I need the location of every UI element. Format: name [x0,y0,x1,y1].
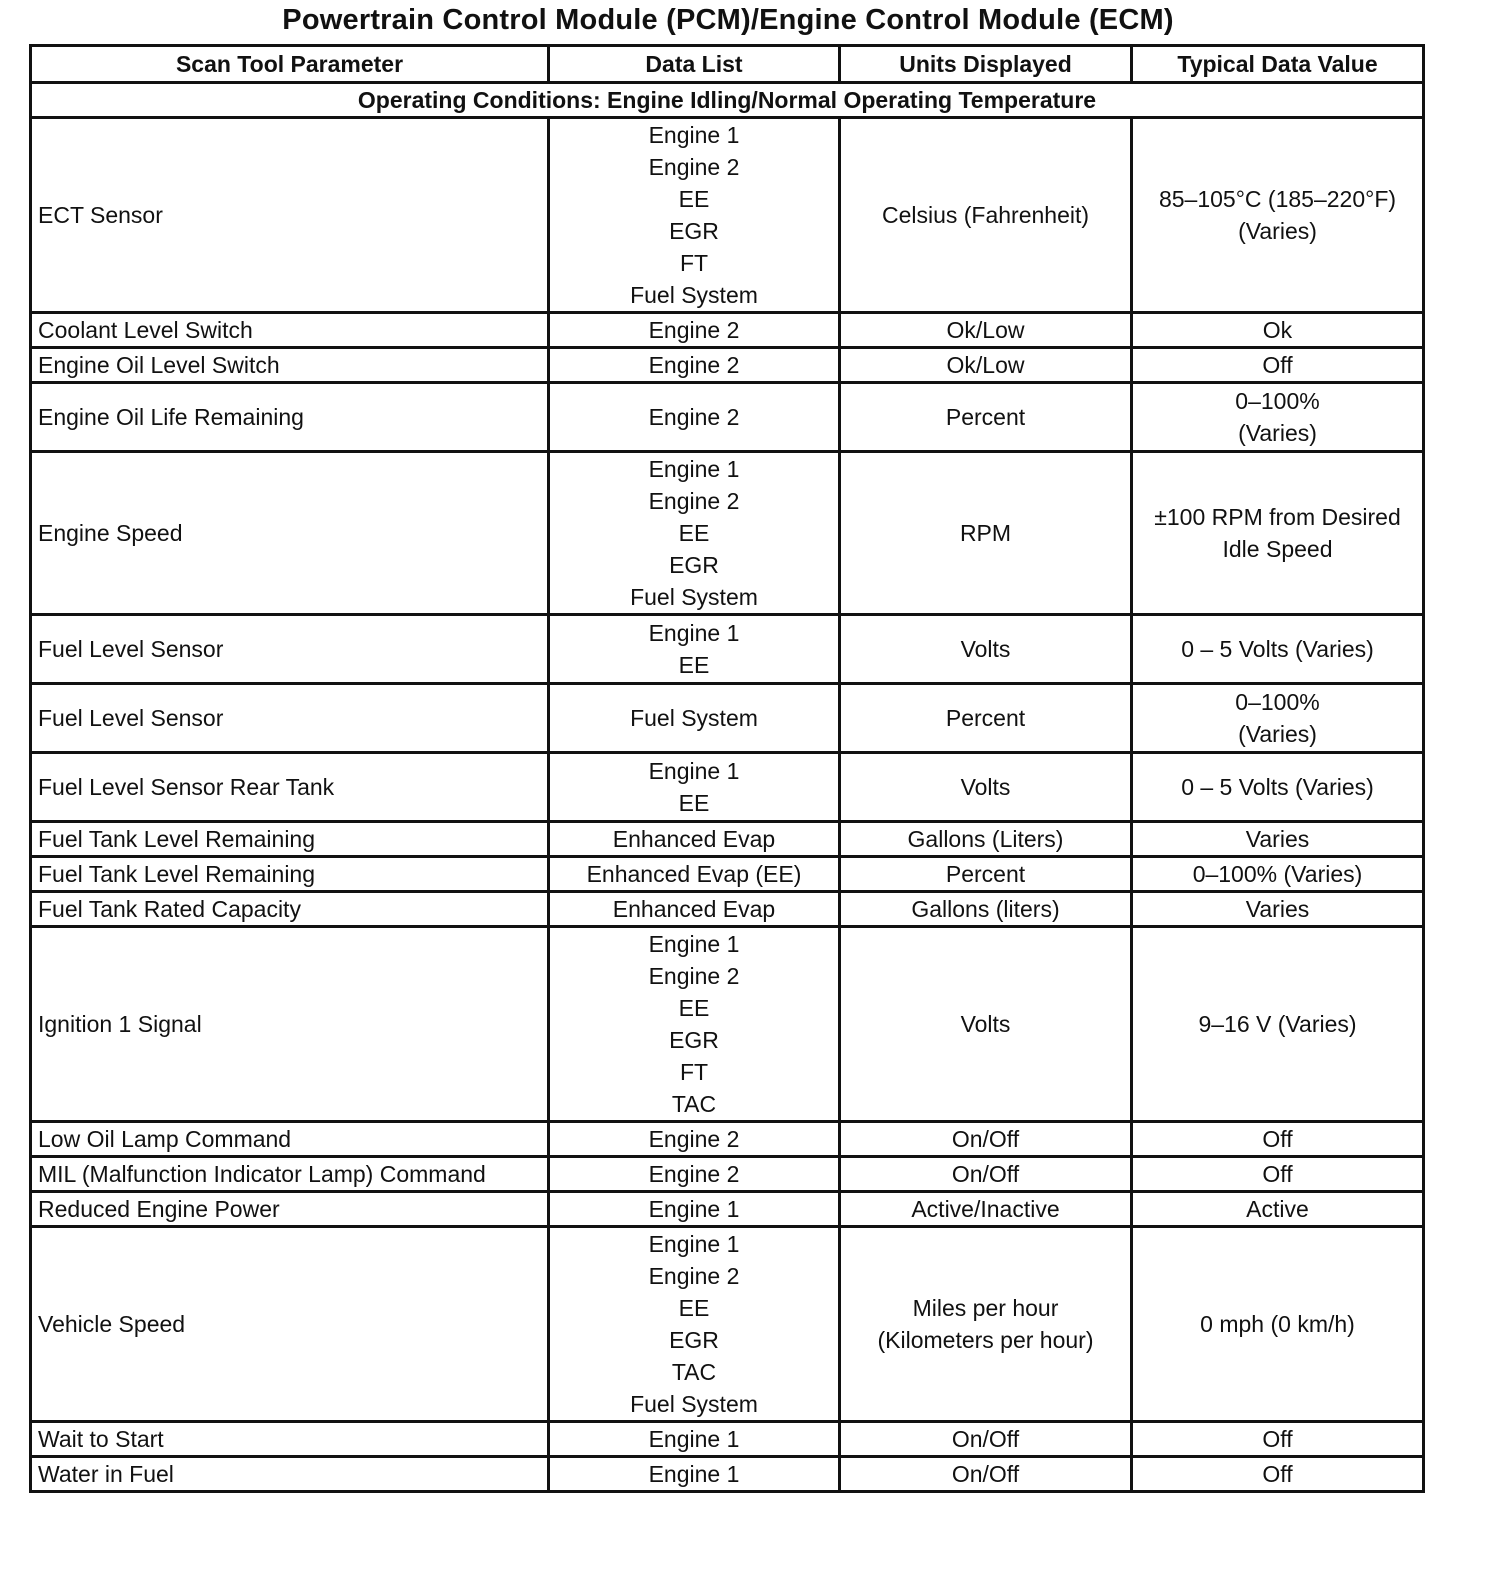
data-list-entry: Enhanced Evap (EE) [586,861,802,887]
parameter-cell: Fuel Level Sensor Rear Tank [31,753,549,822]
data-list-entry: EE [678,995,710,1021]
typical-value-line: Off [1262,1426,1293,1452]
typical-value-cell [1132,1457,1424,1492]
units-line: Percent [945,404,1026,430]
parameter-cell: Fuel Tank Level Remaining [31,857,549,892]
typical-value-line: 0–100% [1235,689,1320,715]
data-list-entry: Fuel System [630,584,758,610]
parameter-cell: ECT Sensor [31,118,549,313]
table-row [31,1157,1424,1192]
data-list-entry: TAC [671,1091,717,1117]
column-header-data-list: Data List [549,46,840,83]
typical-value-line: Off [1262,352,1293,378]
data-list-cell [549,684,840,753]
typical-value-line: Varies [1245,826,1310,852]
units-cell [840,927,1132,1122]
table-row [31,1422,1424,1457]
units-cell [840,1157,1132,1192]
data-list-cell [549,1157,840,1192]
typical-value-line: Off [1262,1161,1293,1187]
units-cell [840,857,1132,892]
units-cell [840,383,1132,452]
data-list-entry: EE [678,520,710,546]
typical-value-cell [1132,118,1424,313]
data-list-cell [549,348,840,383]
typical-value-line: ±100 RPM from Desired [1154,504,1401,530]
parameter-cell: Engine Oil Life Remaining [31,383,549,452]
data-list-entry: Engine 1 [648,1196,740,1222]
typical-value-cell [1132,1422,1424,1457]
data-list-cell [549,452,840,615]
column-header-parameter: Scan Tool Parameter [31,46,549,83]
units-line: On/Off [951,1126,1020,1152]
typical-value-line: 85–105°C (185–220°F) [1158,186,1397,212]
data-list-entry: Engine 2 [648,317,740,343]
data-list-cell [549,927,840,1122]
units-cell [840,822,1132,857]
typical-value-line: (Varies) [1238,218,1317,244]
units-line: Volts [960,1011,1011,1037]
units-cell [840,1422,1132,1457]
units-line: Celsius (Fahrenheit) [881,202,1090,228]
typical-value-line: Off [1262,1461,1293,1487]
table-row [31,383,1424,452]
data-list-entry: Engine 1 [648,620,740,646]
typical-value-line: Ok [1262,317,1293,343]
data-list-entry: Enhanced Evap [612,826,776,852]
data-list-entry: Enhanced Evap [612,896,776,922]
data-list-entry: Engine 1 [648,1231,740,1257]
data-list-entry: Engine 1 [648,1426,740,1452]
typical-value-cell [1132,753,1424,822]
units-line: On/Off [951,1461,1020,1487]
data-list-entry: Engine 2 [648,404,740,430]
typical-value-line: Off [1262,1126,1293,1152]
data-list-cell [549,313,840,348]
units-cell [840,684,1132,753]
data-list-entry: FT [679,250,709,276]
parameter-cell: Engine Speed [31,452,549,615]
typical-value-line: 0 – 5 Volts (Varies) [1181,636,1374,662]
table-row [31,1192,1424,1227]
parameter-cell: Engine Oil Level Switch [31,348,549,383]
table-row [31,615,1424,684]
units-cell [840,1192,1132,1227]
units-cell [840,452,1132,615]
units-line: Active/Inactive [911,1196,1060,1222]
units-line: Gallons (liters) [911,896,1060,922]
table-row [31,452,1424,615]
data-list-entry: EGR [669,1327,719,1353]
parameter-cell: Fuel Level Sensor [31,615,549,684]
units-line: Gallons (Liters) [907,826,1064,852]
typical-value-line: 9–16 V (Varies) [1198,1011,1357,1037]
parameter-cell: Fuel Tank Level Remaining [31,822,549,857]
data-list-cell [549,1422,840,1457]
data-list-cell [549,1192,840,1227]
data-list-cell [549,1122,840,1157]
operating-conditions-row [31,83,1424,118]
typical-value-cell [1132,1192,1424,1227]
table-row [31,822,1424,857]
typical-value-cell [1132,615,1424,684]
units-cell [840,313,1132,348]
data-list-entry: EE [678,1295,710,1321]
units-line: Ok/Low [946,352,1025,378]
units-cell [840,615,1132,684]
data-list-entry: Engine 2 [648,1126,740,1152]
units-line: On/Off [951,1426,1020,1452]
units-cell [840,1457,1132,1492]
typical-value-cell [1132,1122,1424,1157]
data-list-cell [549,822,840,857]
header-row [31,46,1424,83]
parameter-cell: MIL (Malfunction Indicator Lamp) Command [31,1157,549,1192]
typical-value-cell [1132,684,1424,753]
table-row [31,684,1424,753]
typical-value-cell [1132,452,1424,615]
parameter-cell: Fuel Tank Rated Capacity [31,892,549,927]
parameter-cell: Fuel Level Sensor [31,684,549,753]
data-list-entry: Engine 2 [648,352,740,378]
data-list-entry: Fuel System [630,705,758,731]
typical-value-cell [1132,857,1424,892]
data-list-entry: EGR [669,552,719,578]
data-list-cell [549,892,840,927]
data-list-entry: FT [679,1059,709,1085]
data-list-entry: Engine 1 [648,456,740,482]
table-row [31,313,1424,348]
table-row [31,118,1424,313]
typical-value-line: 0 mph (0 km/h) [1200,1311,1355,1337]
typical-value-cell [1132,1157,1424,1192]
column-header-typical-value: Typical Data Value [1132,46,1424,83]
typical-value-line: 0–100% (Varies) [1192,861,1363,887]
units-cell [840,1227,1132,1422]
parameter-cell: Coolant Level Switch [31,313,549,348]
parameter-cell: Vehicle Speed [31,1227,549,1422]
parameter-cell: Low Oil Lamp Command [31,1122,549,1157]
table-row [31,753,1424,822]
data-list-cell [549,383,840,452]
data-list-cell [549,615,840,684]
typical-value-line: (Varies) [1238,420,1317,446]
units-line: RPM [959,520,1012,546]
table-row [31,1227,1424,1422]
typical-value-cell [1132,822,1424,857]
units-line: Volts [960,636,1011,662]
data-list-entry: Engine 2 [648,154,740,180]
units-line: Ok/Low [946,317,1025,343]
typical-value-cell [1132,348,1424,383]
data-list-entry: Fuel System [630,1391,758,1417]
typical-value-cell [1132,1227,1424,1422]
typical-value-line: Varies [1245,896,1310,922]
units-cell [840,892,1132,927]
units-line: (Kilometers per hour) [877,1327,1094,1353]
data-list-cell [549,118,840,313]
operating-conditions: Operating Conditions: Engine Idling/Normal Operating Temperature [31,83,1424,118]
units-line: Percent [945,861,1026,887]
table-row [31,927,1424,1122]
units-cell [840,1122,1132,1157]
data-list-cell [549,1227,840,1422]
data-list-entry: TAC [671,1359,717,1385]
data-list-entry: EGR [669,218,719,244]
typical-value-line: (Varies) [1238,721,1317,747]
scan-tool-data-table [29,44,1425,1493]
typical-value-line: Active [1246,1196,1309,1222]
units-cell [840,753,1132,822]
page-title: Powertrain Control Module (PCM)/Engine Control Module (ECM) [282,4,1174,36]
data-list-entry: EGR [669,1027,719,1053]
units-line: Volts [960,774,1011,800]
typical-value-cell [1132,383,1424,452]
data-list-entry: Engine 2 [648,1161,740,1187]
data-list-entry: Engine 1 [648,931,740,957]
units-cell [840,348,1132,383]
parameter-cell: Ignition 1 Signal [31,927,549,1122]
data-list-entry: Engine 1 [648,122,740,148]
typical-value-line: Idle Speed [1222,536,1333,562]
data-list-entry: Engine 2 [648,488,740,514]
data-list-entry: EE [678,790,710,816]
column-header-units: Units Displayed [840,46,1132,83]
parameter-cell: Wait to Start [31,1422,549,1457]
parameter-cell: Water in Fuel [31,1457,549,1492]
table-row [31,1122,1424,1157]
data-list-entry: Engine 2 [648,1263,740,1289]
data-list-entry: EE [678,652,710,678]
typical-value-cell [1132,892,1424,927]
data-list-cell [549,857,840,892]
table-row [31,348,1424,383]
data-list-entry: Engine 2 [648,963,740,989]
typical-value-cell [1132,927,1424,1122]
units-cell [840,118,1132,313]
typical-value-line: 0 – 5 Volts (Varies) [1181,774,1374,800]
typical-value-cell [1132,313,1424,348]
data-list-cell [549,1457,840,1492]
data-list-entry: EE [678,186,710,212]
data-list-entry: Engine 1 [648,1461,740,1487]
table-row [31,1457,1424,1492]
table-row [31,857,1424,892]
units-line: Percent [945,705,1026,731]
table-row [31,892,1424,927]
units-line: Miles per hour [912,1295,1059,1321]
parameter-cell: Reduced Engine Power [31,1192,549,1227]
typical-value-line: 0–100% [1235,388,1320,414]
units-line: On/Off [951,1161,1020,1187]
data-list-entry: Engine 1 [648,758,740,784]
data-list-cell [549,753,840,822]
data-list-entry: Fuel System [630,282,758,308]
